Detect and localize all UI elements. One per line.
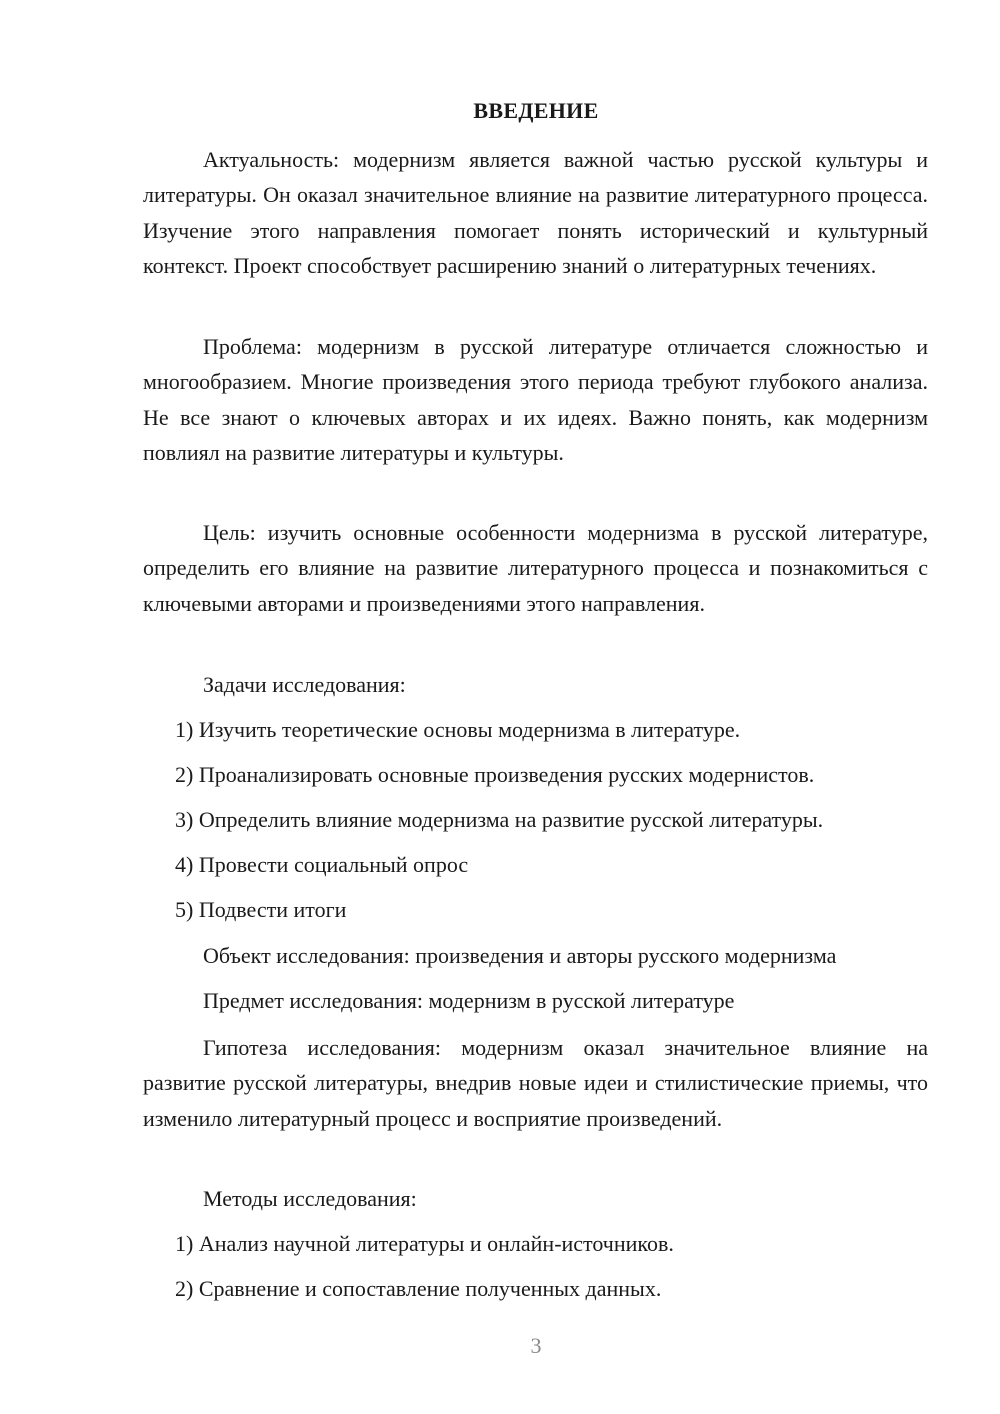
task-item: 3) Определить влияние модернизма на развитие русской литературы. [175,807,824,832]
research-object: Объект исследования: произведения и авторы русского модернизма [203,943,837,968]
task-item: 5) Подвести итоги [175,897,347,922]
method-item: 1) Анализ научной литературы и онлайн-источников. [175,1231,674,1256]
task-item: 1) Изучить теоретические основы модернизма в литературе. [175,717,741,742]
paragraph-relevance: Актуальность: модернизм является важной частью русской культуры и литературы. Он оказал значительное влияние на развитие литературного процесса. Изучение этого направления помогает понять исторический и культурный контекст. Проект способствует расширению знаний о литературных течениях. [143,147,928,278]
method-item: 2) Сравнение и сопоставление полученных данных. [175,1276,662,1301]
tasks-heading: Задачи исследования: [203,672,406,697]
paragraph-goal: Цель: изучить основные особенности модернизма в русской литературе, определить его влияние на развитие литературного процесса и познакомиться с ключевыми авторами и произведениями этого направления. [143,520,928,616]
task-item: 4) Провести социальный опрос [175,852,469,877]
page-title: ВВЕДЕНИЕ [473,98,599,123]
paragraph-hypothesis: Гипотеза исследования: модернизм оказал значительное влияние на развитие русской литературы, внедрив новые идеи и стилистические приемы, что изменило литературный процесс и восприятие произведений. [143,1035,928,1131]
page-number: 3 [530,1333,542,1358]
paragraph-problem: Проблема: модернизм в русской литературе отличается сложностью и многообразием. Многие произведения этого периода требуют глубокого анализа. Не все знают о ключевых авторах и их идеях. Важно понять, как модернизм повлиял на развитие литературы и культуры. [143,334,928,465]
task-item: 2) Проанализировать основные произведения русских модернистов. [175,762,815,787]
research-subject: Предмет исследования: модернизм в русской литературе [203,988,735,1013]
methods-heading: Методы исследования: [203,1186,417,1211]
